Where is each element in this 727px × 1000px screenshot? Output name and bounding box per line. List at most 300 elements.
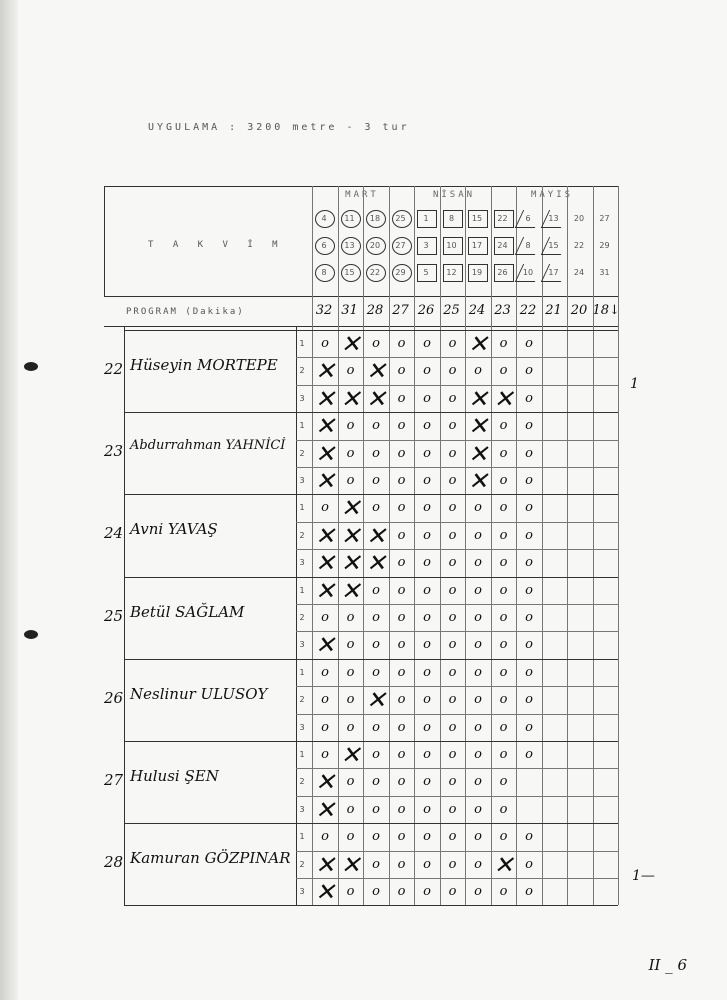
- calendar-day-number: 17: [548, 268, 559, 277]
- subrow-number: 1: [299, 503, 305, 513]
- attendance-mark: o: [346, 774, 355, 790]
- attendance-mark: o: [423, 555, 431, 571]
- calendar-day-number: 15: [344, 268, 355, 277]
- attendance-mark: o: [397, 747, 406, 762]
- attendance-mark: ✕: [467, 412, 489, 441]
- attendance-mark: o: [499, 336, 508, 351]
- grid-line: [296, 714, 618, 715]
- attendance-mark: o: [474, 692, 482, 708]
- attendance-mark: o: [448, 555, 457, 571]
- attendance-mark: o: [525, 582, 533, 598]
- attendance-mark: o: [525, 610, 533, 625]
- attendance-mark: o: [372, 856, 380, 872]
- attendance-mark: o: [397, 610, 406, 625]
- attendance-mark: ✕: [467, 467, 489, 495]
- attendance-mark: o: [372, 829, 380, 845]
- attendance-mark: o: [499, 692, 508, 708]
- attendance-mark: o: [525, 637, 533, 653]
- grid-line: [338, 186, 339, 905]
- subrow-number: 3: [299, 393, 305, 403]
- attendance-mark: ✕: [314, 357, 336, 386]
- grid-line: [124, 659, 618, 660]
- program-minute: 24: [468, 303, 486, 318]
- attendance-mark: o: [372, 719, 380, 735]
- attendance-mark: o: [423, 363, 431, 379]
- attendance-mark: o: [372, 801, 380, 817]
- calendar-day-number: 22: [369, 268, 381, 277]
- attendance-mark: o: [423, 390, 431, 406]
- attendance-mark: o: [499, 747, 508, 762]
- attendance-mark: o: [474, 610, 482, 625]
- attendance-mark: o: [346, 473, 355, 488]
- calendar-day-number: 5: [423, 268, 429, 277]
- attendance-mark: o: [372, 500, 380, 516]
- attendance-mark: o: [448, 774, 457, 790]
- attendance-mark: o: [372, 473, 380, 488]
- calendar-day-number: 22: [573, 241, 585, 250]
- student-name: Kamuran GÖZPINAR: [130, 849, 291, 868]
- takvim-label: T A K V İ M: [148, 240, 285, 250]
- calendar-day-number: 10: [522, 268, 534, 277]
- grid-line: [296, 440, 618, 441]
- attendance-mark: o: [474, 884, 482, 899]
- subrow-number: 1: [299, 750, 305, 759]
- attendance-mark: ✕: [340, 494, 361, 523]
- punch-hole: [24, 362, 38, 371]
- attendance-mark: ✕: [365, 384, 387, 413]
- program-minute: 18↓: [592, 303, 620, 318]
- calendar-day-number: 8: [525, 241, 531, 250]
- attendance-mark: ✕: [493, 850, 514, 879]
- student-name: Hüseyin MORTEPE: [130, 356, 278, 374]
- attendance-mark: ✕: [340, 576, 361, 605]
- subrow-number: 1: [299, 832, 305, 842]
- attendance-mark: o: [372, 637, 380, 653]
- attendance-mark: o: [423, 747, 431, 762]
- grid-line: [124, 330, 618, 331]
- calendar-day-number: 13: [548, 214, 559, 223]
- attendance-mark: o: [321, 747, 329, 762]
- attendance-mark: o: [499, 527, 508, 543]
- program-minute: 27: [392, 303, 409, 318]
- attendance-mark: ✕: [314, 467, 336, 495]
- student-number: 24: [104, 524, 124, 543]
- calendar-day-number: 22: [497, 214, 508, 223]
- attendance-mark: o: [474, 774, 482, 790]
- program-minute: 28: [366, 303, 384, 318]
- attendance-mark: o: [499, 774, 508, 790]
- attendance-mark: o: [397, 829, 406, 845]
- attendance-mark: o: [423, 500, 431, 516]
- grid-line: [465, 186, 466, 905]
- attendance-mark: o: [448, 500, 457, 516]
- side-mark: 1—: [632, 868, 655, 884]
- attendance-mark: o: [474, 719, 482, 735]
- attendance-mark: o: [397, 801, 406, 817]
- header-title: UYGULAMA : 3200 metre - 3 tur: [148, 122, 410, 133]
- grid-line: [124, 823, 618, 824]
- attendance-mark: o: [397, 418, 406, 434]
- attendance-mark: o: [499, 719, 508, 735]
- calendar-day-number: 20: [573, 214, 585, 223]
- attendance-mark: o: [448, 363, 457, 379]
- student-name: Neslinur ULUSOY: [130, 684, 268, 703]
- attendance-mark: o: [346, 363, 355, 379]
- attendance-mark: ✕: [365, 549, 387, 578]
- calendar-day-number: 15: [471, 214, 483, 223]
- program-minute: 22: [519, 303, 537, 318]
- grid-line: [440, 186, 441, 905]
- subrow-number: 1: [299, 339, 305, 348]
- attendance-mark: o: [321, 719, 329, 735]
- attendance-mark: o: [448, 829, 457, 845]
- grid-line: [124, 741, 618, 742]
- attendance-mark: o: [346, 829, 355, 845]
- attendance-mark: ✕: [340, 549, 361, 578]
- attendance-mark: o: [525, 445, 533, 461]
- student-number: 23: [104, 442, 124, 461]
- calendar-day-number: 27: [395, 241, 406, 250]
- calendar-day-number: 6: [525, 214, 531, 223]
- student-number: 27: [104, 771, 124, 789]
- grid-line: [414, 186, 415, 905]
- attendance-mark: o: [448, 610, 457, 625]
- subrow-number: 1: [299, 421, 305, 431]
- attendance-mark: ✕: [340, 521, 361, 550]
- attendance-mark: ✕: [314, 384, 336, 413]
- attendance-mark: o: [448, 336, 457, 351]
- attendance-mark: o: [499, 664, 508, 680]
- attendance-mark: o: [448, 884, 457, 899]
- punch-hole: [24, 630, 38, 639]
- calendar-day-number: 17: [471, 241, 483, 250]
- attendance-mark: o: [499, 555, 508, 571]
- calendar-day-number: 11: [344, 214, 355, 223]
- attendance-mark: o: [397, 856, 406, 872]
- calendar-day-number: 12: [446, 268, 457, 277]
- student-name: Hulusi ŞEN: [130, 767, 219, 785]
- student-number: 26: [104, 688, 124, 707]
- attendance-mark: o: [321, 692, 329, 708]
- calendar-day-number: 6: [321, 241, 327, 250]
- attendance-mark: o: [397, 390, 406, 406]
- attendance-mark: o: [346, 418, 355, 434]
- attendance-mark: ✕: [340, 384, 361, 413]
- attendance-mark: ✕: [340, 330, 361, 358]
- grid-line: [296, 631, 618, 632]
- attendance-mark: o: [448, 527, 457, 543]
- month-mart: MART: [345, 190, 379, 200]
- month-mayis: MAYIS: [530, 190, 574, 200]
- attendance-mark: o: [448, 418, 457, 434]
- subrow-number: 3: [299, 722, 305, 732]
- attendance-mark: ✕: [314, 576, 336, 605]
- attendance-mark: o: [448, 473, 457, 488]
- attendance-mark: o: [525, 418, 533, 434]
- attendance-mark: o: [321, 664, 329, 680]
- attendance-mark: o: [499, 445, 508, 461]
- attendance-mark: o: [525, 336, 533, 351]
- attendance-mark: o: [423, 774, 431, 790]
- grid-line: [618, 186, 619, 905]
- attendance-mark: o: [423, 527, 431, 543]
- attendance-mark: o: [372, 418, 380, 434]
- attendance-mark: o: [423, 637, 431, 653]
- attendance-mark: o: [423, 473, 431, 488]
- attendance-mark: o: [525, 363, 533, 379]
- grid-line: [124, 905, 618, 906]
- calendar-day-number: 8: [321, 268, 327, 277]
- attendance-mark: o: [321, 336, 329, 351]
- attendance-mark: ✕: [314, 878, 336, 906]
- subrow-number: 2: [299, 777, 305, 787]
- grid-line: [124, 494, 618, 495]
- calendar-day-number: 15: [548, 241, 559, 250]
- page-number: II _ 6: [648, 956, 687, 974]
- attendance-mark: o: [346, 719, 355, 735]
- attendance-mark: o: [525, 473, 533, 488]
- attendance-mark: o: [397, 473, 406, 488]
- attendance-mark: o: [525, 856, 533, 872]
- program-minute: 32: [315, 303, 333, 318]
- calendar-day-number: 3: [423, 241, 429, 250]
- attendance-mark: o: [397, 582, 406, 598]
- student-number: 28: [104, 853, 124, 872]
- attendance-mark: o: [448, 582, 457, 598]
- attendance-mark: o: [499, 418, 508, 434]
- attendance-mark: o: [448, 637, 457, 653]
- month-nisan: NİSAN: [432, 190, 476, 200]
- attendance-mark: o: [423, 610, 431, 625]
- attendance-mark: ✕: [365, 357, 387, 386]
- calendar-day-number: 20: [369, 241, 381, 250]
- attendance-mark: o: [474, 500, 482, 516]
- subrow-number: 2: [299, 859, 305, 869]
- student-name: Betül SAĞLAM: [130, 602, 245, 621]
- program-minute: 25: [443, 303, 460, 318]
- attendance-mark: o: [474, 527, 482, 543]
- calendar-day-number: 29: [599, 241, 610, 250]
- attendance-mark: o: [474, 829, 482, 845]
- calendar-day-number: 27: [599, 214, 610, 223]
- attendance-mark: o: [525, 747, 533, 762]
- grid-line: [567, 186, 568, 905]
- grid-line: [296, 467, 618, 468]
- subrow-number: 2: [299, 695, 305, 705]
- subrow-number: 2: [299, 366, 305, 376]
- attendance-mark: o: [423, 582, 431, 598]
- subrow-number: 2: [299, 613, 305, 622]
- program-minute: 26: [417, 303, 435, 318]
- subrow-number: 3: [299, 887, 305, 896]
- calendar-day-number: 13: [344, 241, 355, 250]
- attendance-mark: o: [448, 445, 457, 461]
- attendance-mark: o: [423, 801, 431, 817]
- grid-line: [296, 686, 618, 687]
- attendance-mark: ✕: [467, 439, 489, 468]
- program-label: PROGRAM (Dakika): [126, 307, 245, 317]
- attendance-mark: o: [321, 829, 329, 845]
- attendance-mark: o: [423, 418, 431, 434]
- attendance-mark: o: [423, 829, 431, 845]
- attendance-mark: o: [499, 500, 508, 516]
- scan-left-edge: [0, 0, 18, 1000]
- attendance-mark: ✕: [314, 850, 336, 879]
- calendar-day-number: 1: [423, 214, 429, 223]
- calendar-day-number: 4: [321, 214, 327, 223]
- attendance-mark: o: [448, 692, 457, 708]
- attendance-mark: o: [499, 363, 508, 379]
- attendance-mark: o: [397, 363, 406, 379]
- attendance-mark: o: [525, 390, 533, 406]
- attendance-mark: o: [525, 829, 533, 845]
- attendance-mark: ✕: [340, 850, 361, 879]
- attendance-mark: o: [448, 664, 457, 680]
- attendance-mark: o: [397, 774, 406, 790]
- subrow-number: 1: [299, 667, 305, 677]
- attendance-mark: o: [321, 500, 329, 516]
- attendance-mark: ✕: [314, 521, 336, 550]
- grid-line: [491, 186, 492, 905]
- attendance-mark: o: [525, 527, 533, 543]
- attendance-mark: ✕: [493, 384, 514, 413]
- subrow-number: 3: [299, 558, 305, 568]
- attendance-mark: o: [346, 610, 355, 625]
- attendance-mark: o: [346, 692, 355, 708]
- side-mark: 1: [630, 376, 639, 392]
- calendar-day-number: 24: [497, 241, 508, 250]
- attendance-mark: o: [448, 856, 457, 872]
- calendar-day-number: 29: [395, 268, 406, 277]
- attendance-mark: ✕: [314, 768, 336, 797]
- attendance-mark: o: [525, 555, 533, 571]
- attendance-mark: ✕: [365, 521, 387, 550]
- attendance-mark: o: [499, 637, 508, 653]
- attendance-mark: o: [346, 637, 355, 653]
- attendance-mark: o: [397, 637, 406, 653]
- grid-line: [312, 186, 313, 905]
- attendance-mark: o: [372, 336, 380, 351]
- program-minute: 31: [341, 303, 358, 318]
- attendance-mark: o: [474, 801, 482, 817]
- attendance-mark: o: [372, 664, 380, 680]
- attendance-mark: o: [448, 390, 457, 406]
- attendance-mark: ✕: [314, 631, 336, 660]
- attendance-mark: ✕: [467, 330, 489, 358]
- attendance-mark: o: [525, 884, 533, 899]
- attendance-mark: ✕: [340, 741, 361, 769]
- attendance-mark: o: [423, 445, 431, 461]
- attendance-mark: ✕: [314, 549, 336, 578]
- attendance-mark: o: [474, 363, 482, 379]
- attendance-mark: o: [423, 692, 431, 708]
- attendance-mark: o: [397, 719, 406, 735]
- attendance-mark: o: [474, 637, 482, 653]
- attendance-mark: o: [499, 801, 508, 817]
- attendance-mark: o: [397, 527, 406, 543]
- attendance-mark: o: [423, 884, 431, 899]
- attendance-mark: o: [525, 500, 533, 516]
- grid-line: [593, 186, 594, 905]
- attendance-mark: o: [499, 473, 508, 488]
- attendance-mark: o: [372, 610, 380, 625]
- attendance-mark: o: [474, 747, 482, 762]
- attendance-mark: o: [423, 664, 431, 680]
- attendance-mark: o: [448, 719, 457, 735]
- attendance-mark: ✕: [365, 686, 387, 715]
- attendance-mark: o: [397, 445, 406, 461]
- attendance-mark: o: [346, 664, 355, 680]
- attendance-mark: o: [372, 445, 380, 461]
- subrow-number: 3: [299, 476, 305, 485]
- grid-line: [389, 186, 390, 905]
- subrow-number: 3: [299, 804, 305, 814]
- attendance-mark: o: [372, 884, 380, 899]
- calendar-day-number: 31: [599, 268, 610, 277]
- student-number: 25: [104, 606, 124, 625]
- attendance-mark: o: [397, 336, 406, 351]
- subrow-number: 2: [299, 530, 305, 540]
- calendar-day-number: 26: [497, 268, 508, 277]
- attendance-mark: o: [346, 445, 355, 461]
- calendar-day-number: 18: [369, 214, 381, 223]
- subrow-number: 3: [299, 640, 305, 650]
- student-name: Abdurrahman YAHNİCİ: [130, 438, 286, 454]
- attendance-mark: o: [448, 747, 457, 762]
- calendar-day-number: 24: [573, 268, 585, 277]
- student-name: Avni YAVAŞ: [130, 520, 218, 539]
- attendance-mark: o: [499, 582, 508, 598]
- attendance-mark: o: [397, 500, 406, 516]
- attendance-mark: o: [372, 582, 380, 598]
- attendance-mark: o: [397, 664, 406, 680]
- grid-line: [516, 186, 517, 905]
- attendance-mark: o: [321, 610, 329, 625]
- attendance-mark: o: [372, 747, 380, 762]
- attendance-mark: o: [423, 336, 431, 351]
- attendance-mark: ✕: [314, 412, 336, 441]
- attendance-mark: o: [423, 856, 431, 872]
- attendance-mark: o: [499, 884, 508, 899]
- attendance-mark: o: [525, 664, 533, 680]
- attendance-mark: o: [474, 664, 482, 680]
- grid-line: [363, 186, 364, 905]
- attendance-mark: o: [397, 692, 406, 708]
- attendance-mark: o: [474, 856, 482, 872]
- grid-line: [542, 186, 543, 905]
- attendance-mark: ✕: [314, 795, 336, 824]
- attendance-mark: o: [474, 582, 482, 598]
- attendance-mark: o: [346, 884, 355, 899]
- attendance-mark: o: [525, 692, 533, 708]
- attendance-mark: o: [474, 555, 482, 571]
- calendar-day-number: 25: [395, 214, 406, 223]
- attendance-mark: o: [499, 610, 508, 625]
- grid-line: [296, 796, 618, 797]
- calendar-day-number: 10: [446, 241, 457, 250]
- attendance-mark: o: [372, 774, 380, 790]
- attendance-mark: o: [346, 801, 355, 817]
- attendance-mark: ✕: [314, 439, 336, 468]
- calendar-day-number: 19: [471, 268, 483, 277]
- attendance-mark: o: [397, 884, 406, 899]
- student-number: 22: [104, 360, 124, 378]
- subrow-number: 1: [299, 585, 305, 595]
- program-minute: 20: [570, 303, 588, 318]
- attendance-mark: o: [499, 829, 508, 845]
- subrow-number: 2: [299, 448, 305, 458]
- attendance-mark: ✕: [467, 384, 489, 413]
